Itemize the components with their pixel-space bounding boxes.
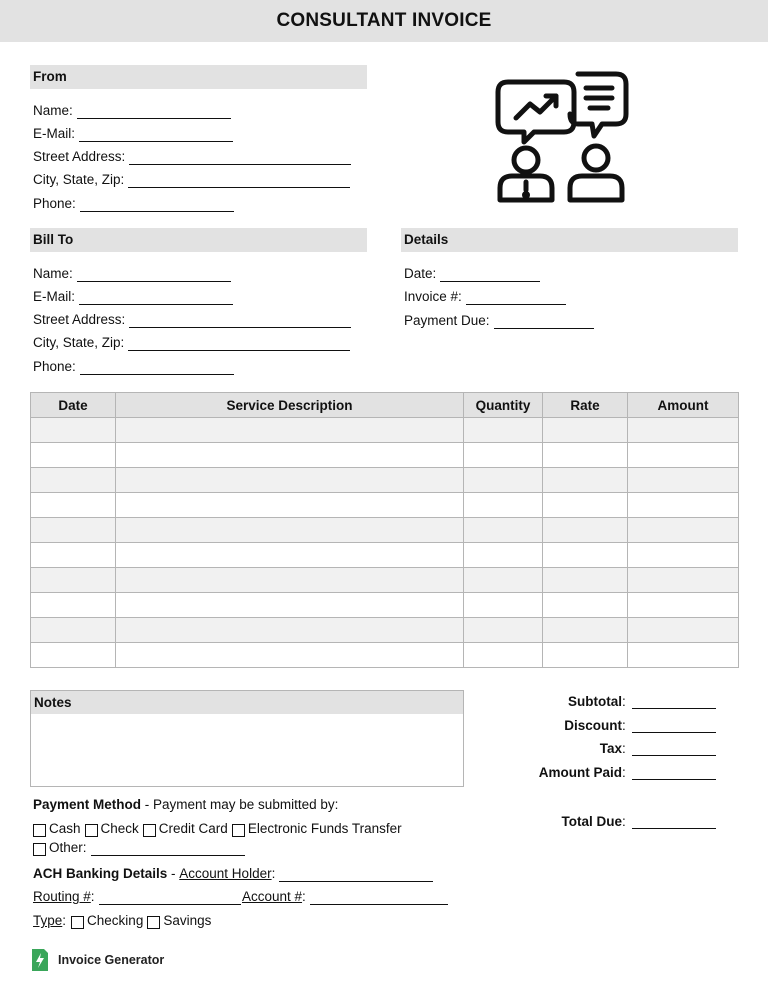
- col-quantity: Quantity: [464, 393, 543, 418]
- amount-paid-field[interactable]: Amount Paid :: [500, 765, 720, 780]
- table-row: [31, 468, 739, 493]
- description-cell[interactable]: [116, 468, 464, 493]
- title-bar: [0, 0, 768, 42]
- credit-card-checkbox[interactable]: [143, 824, 156, 837]
- col-amount: Amount: [628, 393, 739, 418]
- date-cell[interactable]: [31, 543, 116, 568]
- notes-heading: Notes: [30, 690, 464, 714]
- rate-cell[interactable]: [543, 568, 628, 593]
- table-row: [31, 493, 739, 518]
- quantity-cell[interactable]: [464, 468, 543, 493]
- col-description: Service Description: [116, 393, 464, 418]
- amount-cell[interactable]: [628, 443, 739, 468]
- quantity-cell[interactable]: [464, 518, 543, 543]
- amount-cell[interactable]: [628, 618, 739, 643]
- amount-cell[interactable]: [628, 493, 739, 518]
- from-email-field[interactable]: E-Mail:: [33, 126, 233, 142]
- quantity-cell[interactable]: [464, 618, 543, 643]
- details-heading: Details: [401, 228, 738, 252]
- from-city-field[interactable]: City, State, Zip:: [33, 172, 350, 188]
- date-field[interactable]: Date:: [404, 266, 540, 282]
- eft-checkbox[interactable]: [232, 824, 245, 837]
- table-row: [31, 593, 739, 618]
- quantity-cell[interactable]: [464, 593, 543, 618]
- date-cell[interactable]: [31, 493, 116, 518]
- quantity-cell[interactable]: [464, 643, 543, 668]
- description-cell[interactable]: [116, 493, 464, 518]
- description-cell[interactable]: [116, 618, 464, 643]
- rate-cell[interactable]: [543, 418, 628, 443]
- quantity-cell[interactable]: [464, 443, 543, 468]
- cash-checkbox[interactable]: [33, 824, 46, 837]
- check-checkbox[interactable]: [85, 824, 98, 837]
- amount-cell[interactable]: [628, 643, 739, 668]
- bill-phone-field[interactable]: Phone:: [33, 359, 234, 375]
- bill-street-field[interactable]: Street Address:: [33, 312, 351, 328]
- from-heading: From: [30, 65, 367, 89]
- other-checkbox[interactable]: [33, 843, 46, 856]
- date-cell[interactable]: [31, 593, 116, 618]
- page-title: CONSULTANT INVOICE: [276, 10, 492, 31]
- description-cell[interactable]: [116, 518, 464, 543]
- quantity-cell[interactable]: [464, 543, 543, 568]
- account-type-field: Type : Checking Savings: [33, 913, 212, 928]
- rate-cell[interactable]: [543, 518, 628, 543]
- date-cell[interactable]: [31, 443, 116, 468]
- invoice-number-field[interactable]: Invoice #:: [404, 289, 566, 305]
- bill-email-field[interactable]: E-Mail:: [33, 289, 233, 305]
- account-number-field[interactable]: Account # :: [242, 889, 448, 905]
- description-cell[interactable]: [116, 543, 464, 568]
- amount-cell[interactable]: [628, 543, 739, 568]
- amount-cell[interactable]: [628, 568, 739, 593]
- discount-field[interactable]: Discount :: [500, 718, 720, 733]
- date-cell[interactable]: [31, 568, 116, 593]
- rate-cell[interactable]: [543, 543, 628, 568]
- from-name-field[interactable]: Name:: [33, 103, 231, 119]
- quantity-cell[interactable]: [464, 418, 543, 443]
- amount-cell[interactable]: [628, 418, 739, 443]
- col-rate: Rate: [543, 393, 628, 418]
- rate-cell[interactable]: [543, 443, 628, 468]
- rate-cell[interactable]: [543, 618, 628, 643]
- bill-name-field[interactable]: Name:: [33, 266, 231, 282]
- table-row: [31, 618, 739, 643]
- from-phone-field[interactable]: Phone:: [33, 196, 234, 212]
- footer-brand: Invoice Generator: [30, 947, 164, 973]
- payment-due-field[interactable]: Payment Due:: [404, 313, 594, 329]
- description-cell[interactable]: [116, 568, 464, 593]
- bill-to-heading: Bill To: [30, 228, 367, 252]
- ach-holder-field[interactable]: ACH Banking Details - Account Holder :: [33, 866, 433, 882]
- description-cell[interactable]: [116, 418, 464, 443]
- date-cell[interactable]: [31, 618, 116, 643]
- from-street-field[interactable]: Street Address:: [33, 149, 351, 165]
- date-cell[interactable]: [31, 643, 116, 668]
- subtotal-field[interactable]: Subtotal :: [500, 694, 720, 709]
- rate-cell[interactable]: [543, 468, 628, 493]
- table-header-row: [31, 393, 739, 418]
- items-table: [30, 392, 739, 668]
- date-cell[interactable]: [31, 418, 116, 443]
- savings-checkbox[interactable]: [147, 916, 160, 929]
- date-cell[interactable]: [31, 468, 116, 493]
- amount-cell[interactable]: [628, 468, 739, 493]
- payment-options: Cash Check Credit Card Electronic Funds Transfer: [33, 821, 402, 837]
- amount-cell[interactable]: [628, 593, 739, 618]
- description-cell[interactable]: [116, 443, 464, 468]
- payment-method-label: Payment Method - Payment may be submitted by:: [33, 797, 339, 812]
- date-cell[interactable]: [31, 518, 116, 543]
- bolt-logo-icon: [30, 947, 50, 973]
- table-row: [31, 543, 739, 568]
- routing-field[interactable]: Routing # :: [33, 889, 241, 905]
- table-row: [31, 643, 739, 668]
- rate-cell[interactable]: [543, 593, 628, 618]
- table-row: [31, 568, 739, 593]
- notes-textarea[interactable]: [30, 714, 464, 787]
- total-due-field[interactable]: Total Due :: [500, 814, 720, 829]
- amount-cell[interactable]: [628, 518, 739, 543]
- quantity-cell[interactable]: [464, 568, 543, 593]
- rate-cell[interactable]: [543, 643, 628, 668]
- table-row: [31, 418, 739, 443]
- quantity-cell[interactable]: [464, 493, 543, 518]
- description-cell[interactable]: [116, 643, 464, 668]
- tax-field[interactable]: Tax :: [500, 741, 720, 756]
- consultants-chat-icon: [494, 70, 630, 204]
- description-cell[interactable]: [116, 593, 464, 618]
- col-date: Date: [31, 393, 116, 418]
- bill-city-field[interactable]: City, State, Zip:: [33, 335, 350, 351]
- checking-checkbox[interactable]: [71, 916, 84, 929]
- other-payment-field[interactable]: Other:: [33, 840, 245, 856]
- table-row: [31, 518, 739, 543]
- table-row: [31, 443, 739, 468]
- rate-cell[interactable]: [543, 493, 628, 518]
